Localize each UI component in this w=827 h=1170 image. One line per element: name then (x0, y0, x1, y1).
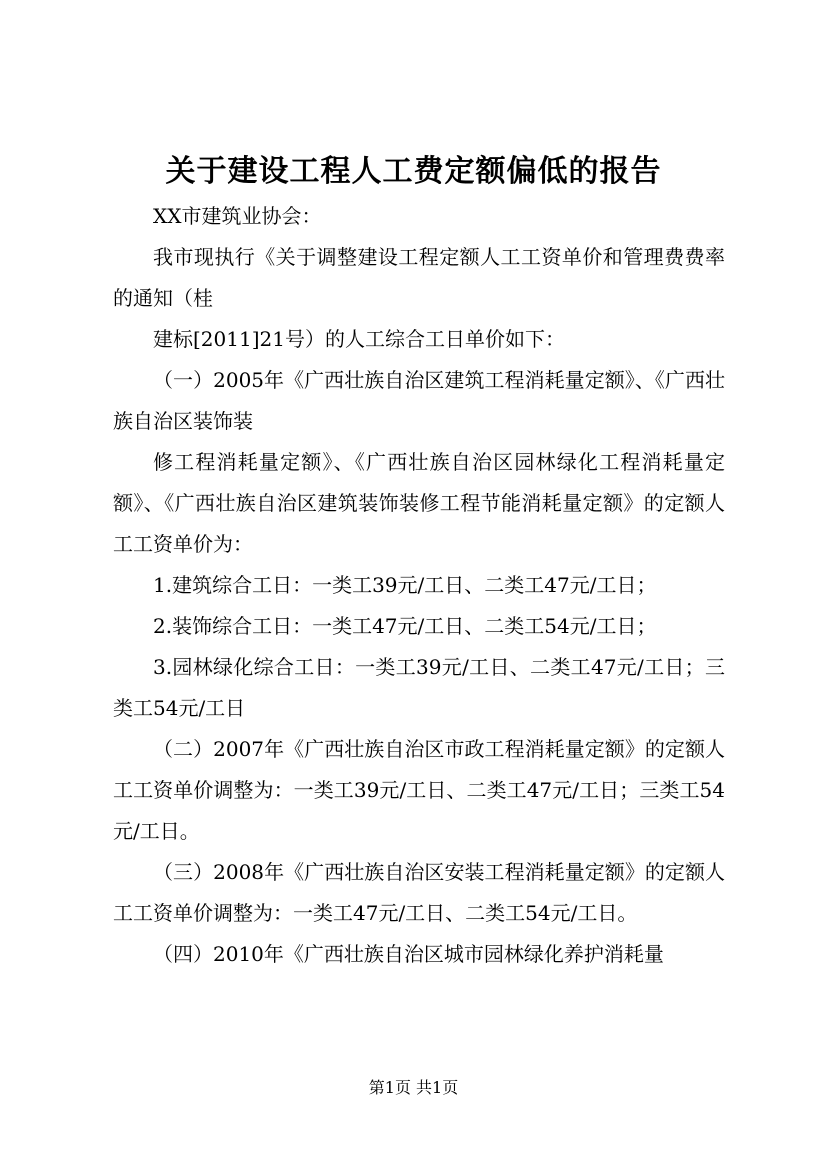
salutation: XX市建筑业协会： (153, 204, 322, 228)
list-item-building: 1.建筑综合工日：一类工39元/工日、二类工47元/工日； (153, 573, 657, 597)
paragraph-section-two: （二）2007年《广西壮族自治区市政工程消耗量定额》的定额人工工资单价调整为：一类工39元/工日、二类工47元/工日；三类工54元/工日。 (113, 737, 725, 843)
paragraph-section-one: （一）2005年《广西壮族自治区建筑工程消耗量定额》、《广西壮族自治区装饰装 (113, 368, 725, 433)
paragraph-intro-continued: 建标[2011]21号）的人工综合工日单价如下： (153, 327, 565, 351)
document-title: 关于建设工程人工费定额偏低的报告 (165, 154, 662, 189)
list-item-landscaping: 3.园林绿化综合工日：一类工39元/工日、二类工47元/工日；三类工54元/工日 (113, 655, 725, 720)
paragraph-section-three: （三）2008年《广西壮族自治区安装工程消耗量定额》的定额人工工资单价调整为：一类工47元/工日、二类工54元/工日。 (113, 860, 725, 925)
page-number-footer: 第1页 共1页 (368, 1078, 459, 1097)
list-item-decoration: 2.装饰综合工日：一类工47元/工日、二类工54元/工日； (153, 614, 657, 638)
paragraph-section-one-continued: 修工程消耗量定额》、《广西壮族自治区园林绿化工程消耗量定额》、《广西壮族自治区建筑装饰装修工程节能消耗量定额》的定额人工工资单价为： (113, 450, 725, 556)
paragraph-section-four: （四）2010年《广西壮族自治区城市园林绿化养护消耗量 (153, 942, 664, 966)
document-body (113, 196, 725, 975)
paragraph-intro: 我市现执行《关于调整建设工程定额人工工资单价和管理费费率的通知（桂 (113, 245, 725, 310)
